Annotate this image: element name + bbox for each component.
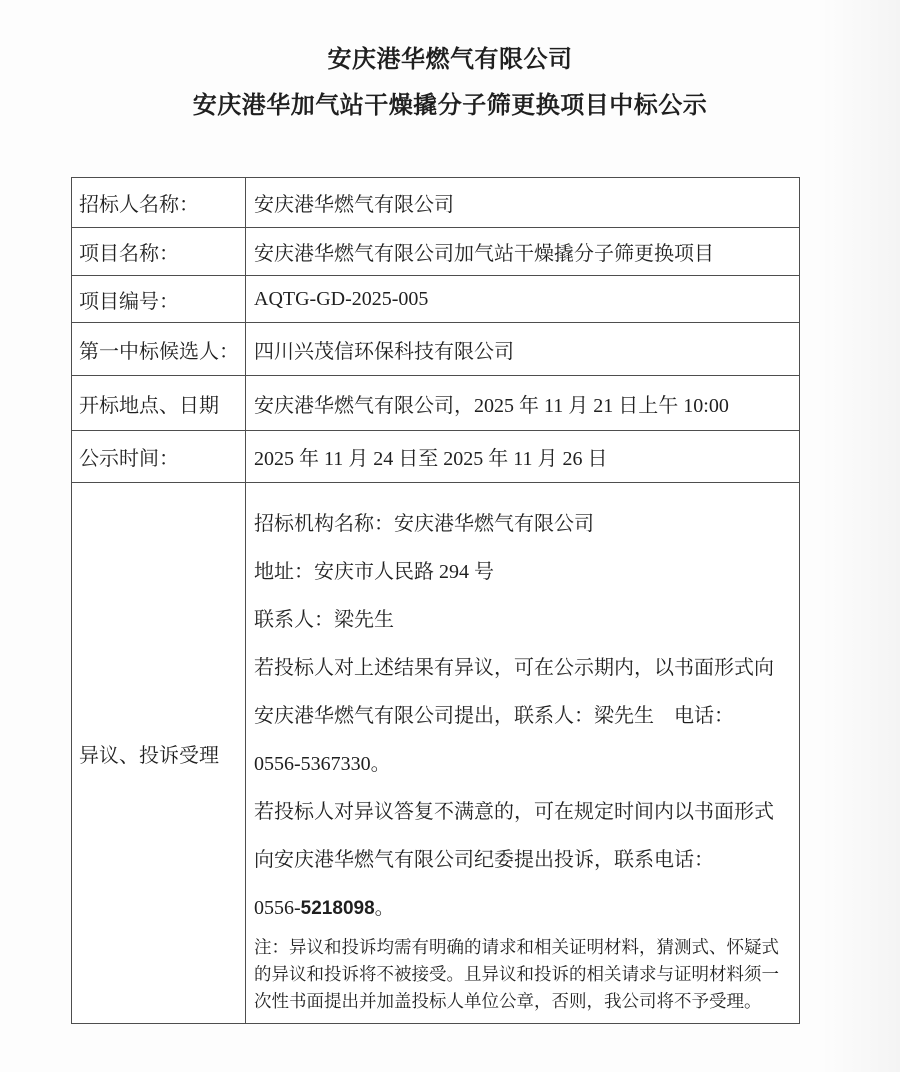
objection-text-line-2: 安庆港华燃气有限公司提出，联系人：梁先生 电话： bbox=[254, 705, 734, 727]
note-paragraph bbox=[254, 934, 791, 1015]
publicity-period-label: 公示时间： bbox=[72, 431, 246, 483]
phone-2-prefix: 0556- bbox=[254, 897, 301, 919]
row-publicity-period bbox=[72, 431, 800, 483]
row-project-number bbox=[72, 276, 800, 323]
contact-line: 联系人：梁先生 bbox=[254, 609, 394, 631]
bid-info-table bbox=[71, 177, 800, 1024]
phone-2-suffix: 。 bbox=[374, 897, 395, 919]
objection-content bbox=[246, 483, 800, 1024]
complaint-text-line-1: 若投标人对异议答复不满意的，可在规定时间内以书面形式 bbox=[254, 801, 774, 823]
row-project-name bbox=[72, 228, 800, 276]
first-candidate-label: 第一中标候选人： bbox=[72, 323, 246, 376]
row-bidder-name bbox=[72, 178, 800, 228]
bid-opening-value: 安庆港华燃气有限公司，2025 年 11 月 21 日上午 10:00 bbox=[246, 376, 800, 431]
bidder-name-label: 招标人名称： bbox=[72, 178, 246, 228]
objection-label: 异议、投诉受理 bbox=[72, 483, 246, 1024]
row-first-candidate bbox=[72, 323, 800, 376]
company-title: 安庆港华燃气有限公司 bbox=[327, 47, 573, 73]
project-name-label: 项目名称： bbox=[72, 228, 246, 276]
announcement-title: 安庆港华加气站干燥撬分子筛更换项目中标公示 bbox=[192, 93, 708, 119]
objection-text-line-1: 若投标人对上述结果有异议，可在公示期内，以书面形式向 bbox=[254, 657, 774, 679]
row-bid-opening bbox=[72, 376, 800, 431]
note-line-1: 注：异议和投诉均需有明确的请求和相关证明材料，猜测式、怀疑式 bbox=[254, 937, 779, 957]
phone-2-digits: 5218098 bbox=[300, 898, 375, 919]
project-name-value: 安庆港华燃气有限公司加气站干燥撬分子筛更换项目 bbox=[246, 228, 800, 276]
project-number-value: AQTG-GD-2025-005 bbox=[246, 276, 800, 323]
complaint-text-line-2: 向安庆港华燃气有限公司纪委提出投诉，联系电话： bbox=[254, 849, 714, 871]
first-candidate-value: 四川兴茂信环保科技有限公司 bbox=[246, 323, 800, 376]
note-line-2: 的异议和投诉将不被接受。且异议和投诉的相关请求与证明材料须一 bbox=[254, 964, 779, 984]
address-line: 地址：安庆市人民路 294 号 bbox=[254, 561, 494, 583]
note-line-3: 次性书面提出并加盖投标人单位公章，否则，我公司将不予受理。 bbox=[254, 991, 762, 1011]
bid-opening-label: 开标地点、日期 bbox=[72, 376, 246, 431]
phone-number-1: 0556-5367330。 bbox=[254, 753, 391, 775]
project-number-label: 项目编号： bbox=[72, 276, 246, 323]
bidder-name-value: 安庆港华燃气有限公司 bbox=[246, 178, 800, 228]
row-objection bbox=[72, 483, 800, 1024]
phone-number-2 bbox=[254, 884, 791, 932]
publicity-period-value: 2025 年 11 月 24 日至 2025 年 11 月 26 日 bbox=[246, 431, 800, 483]
agency-name-line: 招标机构名称：安庆港华燃气有限公司 bbox=[254, 513, 594, 535]
